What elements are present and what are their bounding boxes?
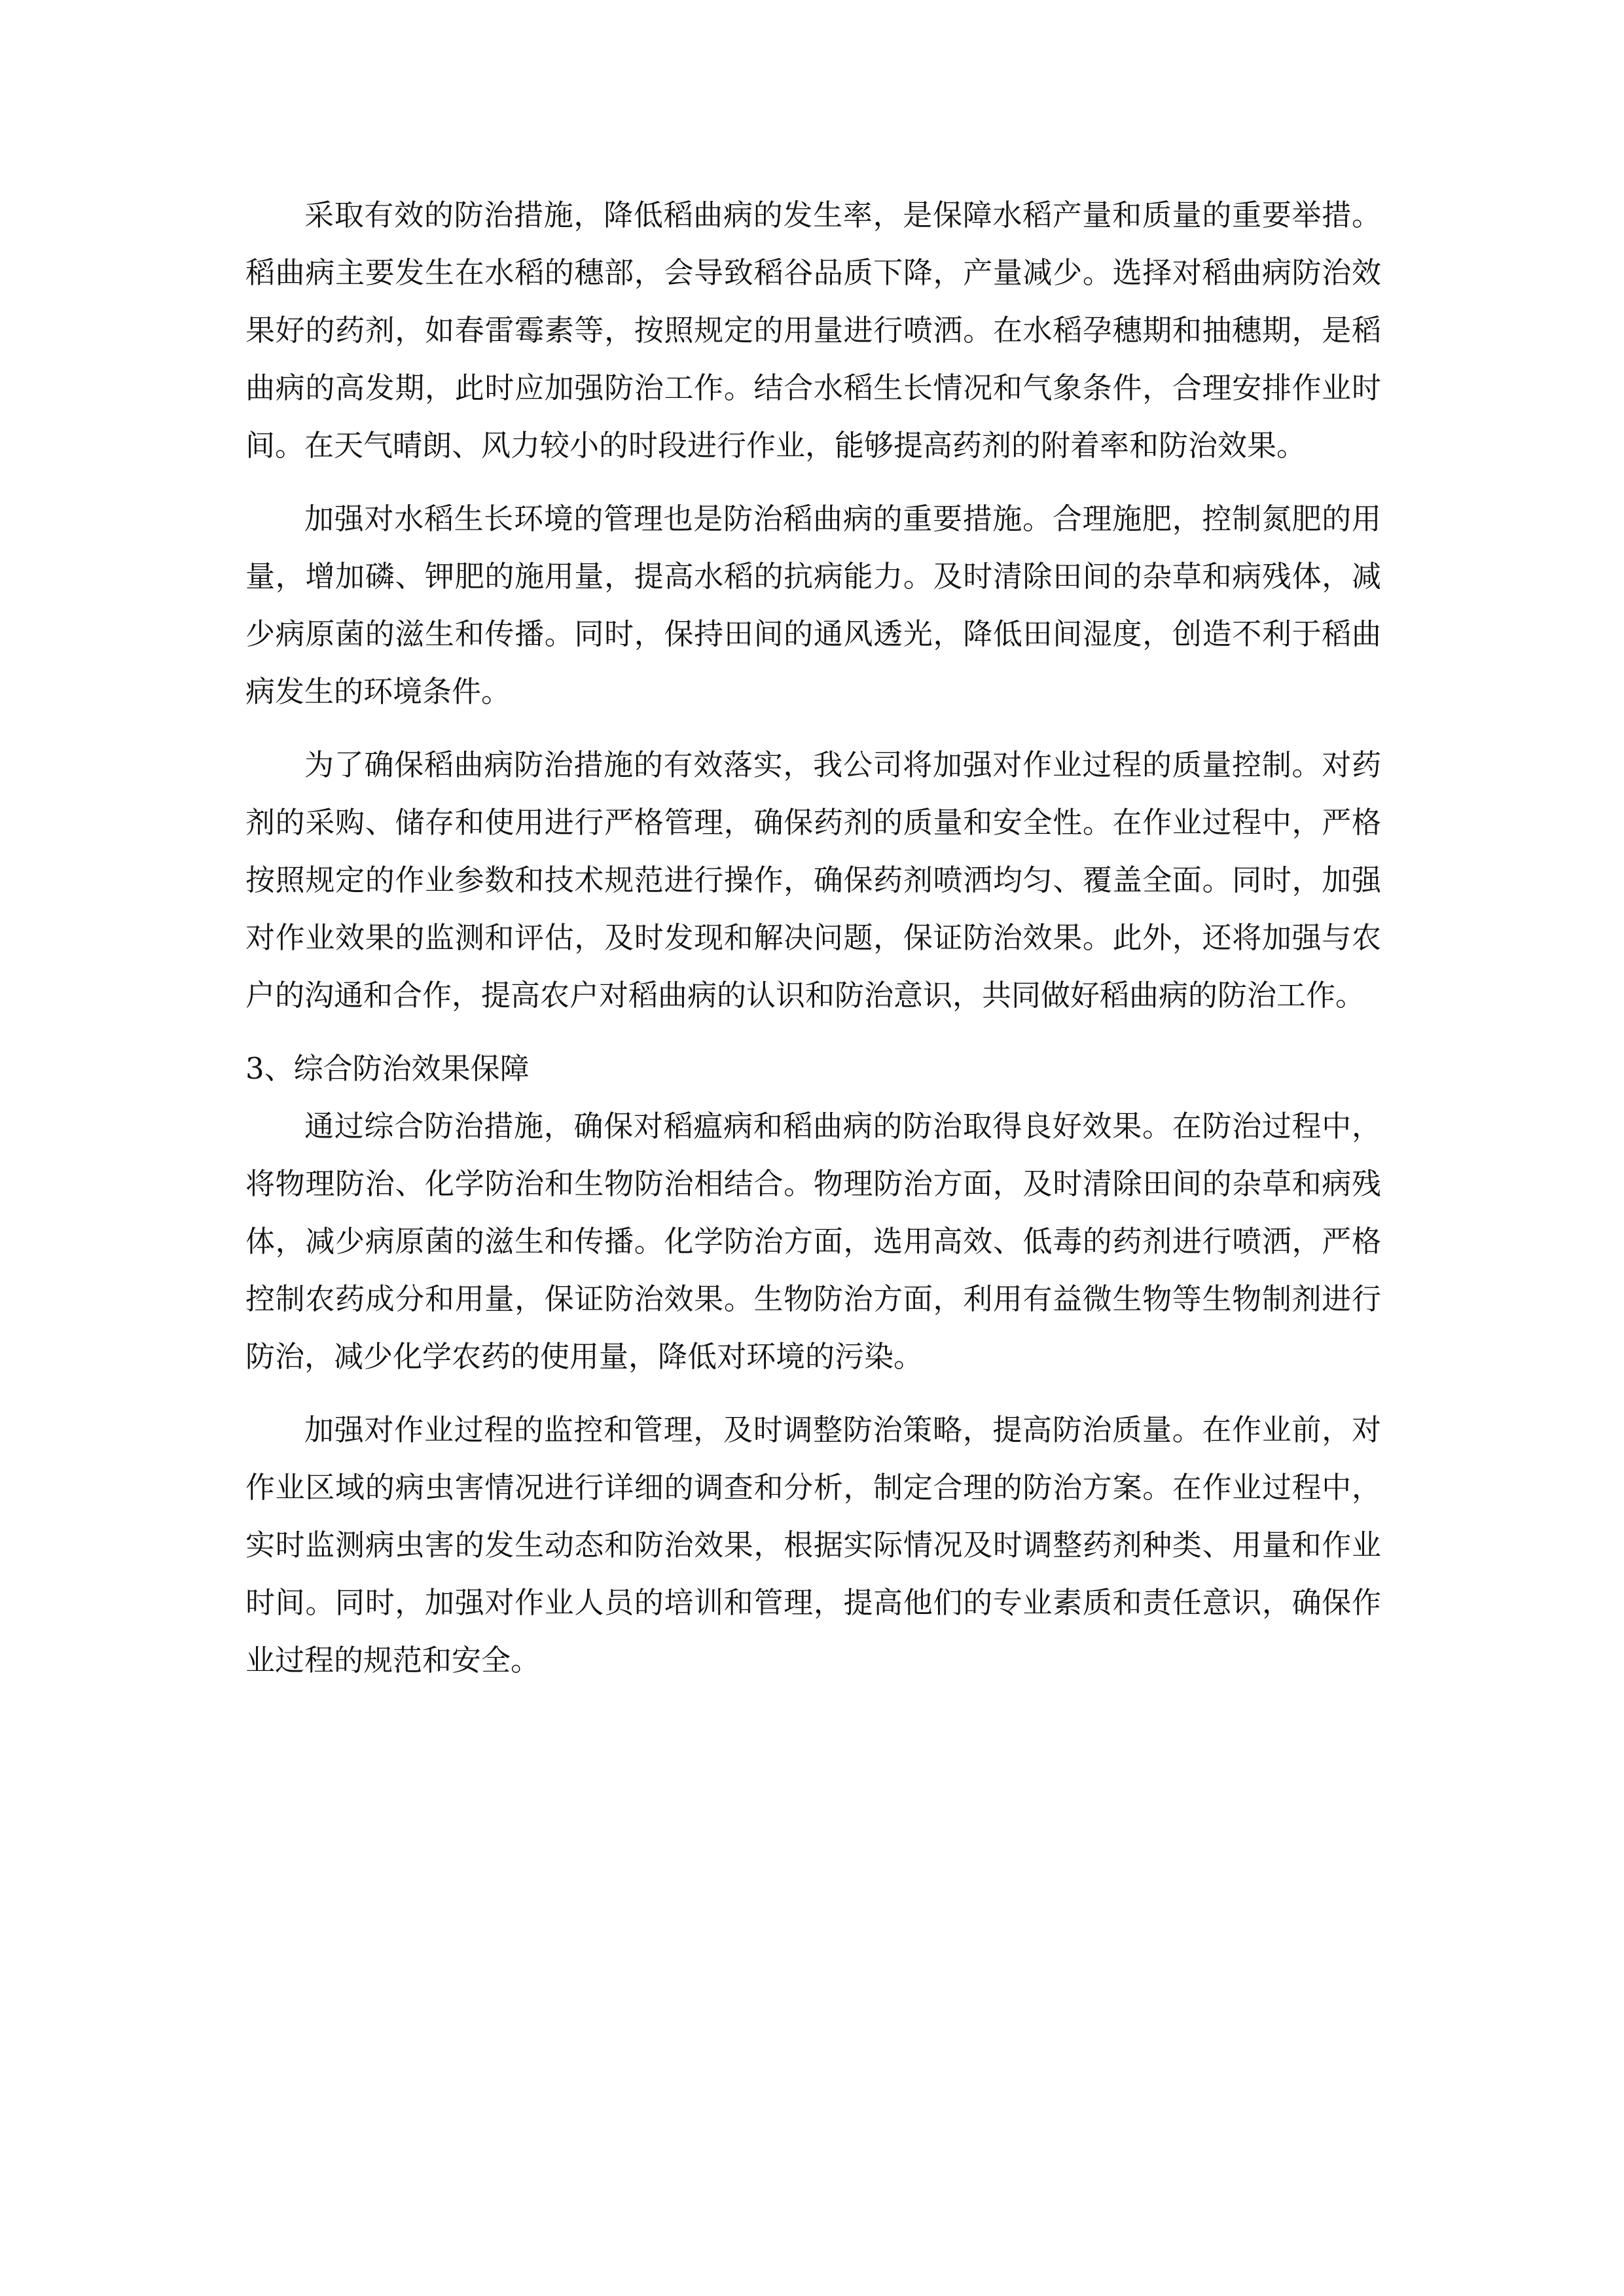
- paragraph-process-monitoring: 加强对作业过程的监控和管理，及时调整防治策略，提高防治质量。在作业前，对作业区域的病虫害情况进行详细的调查和分析，制定合理的防治方案。在作业过程中，实时监测病虫害的发生动态和防治效果，根据实际情况及时调整药剂种类、用量和作业时间。同时，加强对作业人员的培训和管理，提高他们的专业素质和责任意识，确保作业过程的规范和安全。: [245, 1412, 1381, 1677]
- paragraph-environment-management: 加强对水稻生长环境的管理也是防治稻曲病的重要措施。合理施肥，控制氮肥的用量，增加磷、钾肥的施用量，提高水稻的抗病能力。及时清除田间的杂草和病残体，减少病原菌的滋生和传播。同时，保持田间的通风透光，降低田间湿度，创造不利于稻曲病发生的环境条件。: [245, 501, 1381, 709]
- paragraph-pesticide-measures: 采取有效的防治措施，降低稻曲病的发生率，是保障水稻产量和质量的重要举措。稻曲病主要发生在水稻的穗部，会导致稻谷品质下降，产量减少。选择对稻曲病防治效果好的药剂，如春雷霉素等，按照规定的用量进行喷洒。在水稻孕穗期和抽穗期，是稻曲病的高发期，此时应加强防治工作。结合水稻生长情况和气象条件，合理安排作业时间。在天气晴朗、风力较小的时段进行作业，能够提高药剂的附着率和防治效果。: [245, 198, 1381, 463]
- document-body: [245, 187, 1381, 1705]
- paragraph-quality-control: 为了确保稻曲病防治措施的有效落实，我公司将加强对作业过程的质量控制。对药剂的采购、储存和使用进行严格管理，确保药剂的质量和安全性。在作业过程中，严格按照规定的作业参数和技术规范进行操作，确保药剂喷洒均匀、覆盖全面。同时，加强对作业效果的监测和评估，及时发现和解决问题，保证防治效果。此外，还将加强与农户的沟通和合作，提高农户对稻曲病的认识和防治意识，共同做好稻曲病的防治工作。: [245, 747, 1381, 1013]
- section-heading: 3、综合防治效果保障: [245, 1051, 530, 1086]
- paragraph-integrated-control: 通过综合防治措施，确保对稻瘟病和稻曲病的防治取得良好效果。在防治过程中，将物理防治、化学防治和生物防治相结合。物理防治方面，及时清除田间的杂草和病残体，减少病原菌的滋生和传播。化学防治方面，选用高效、低毒的药剂进行喷洒，严格控制农药成分和用量，保证防治效果。生物防治方面，利用有益微生物等生物制剂进行防治，减少化学农药的使用量，降低对环境的污染。: [245, 1109, 1381, 1374]
